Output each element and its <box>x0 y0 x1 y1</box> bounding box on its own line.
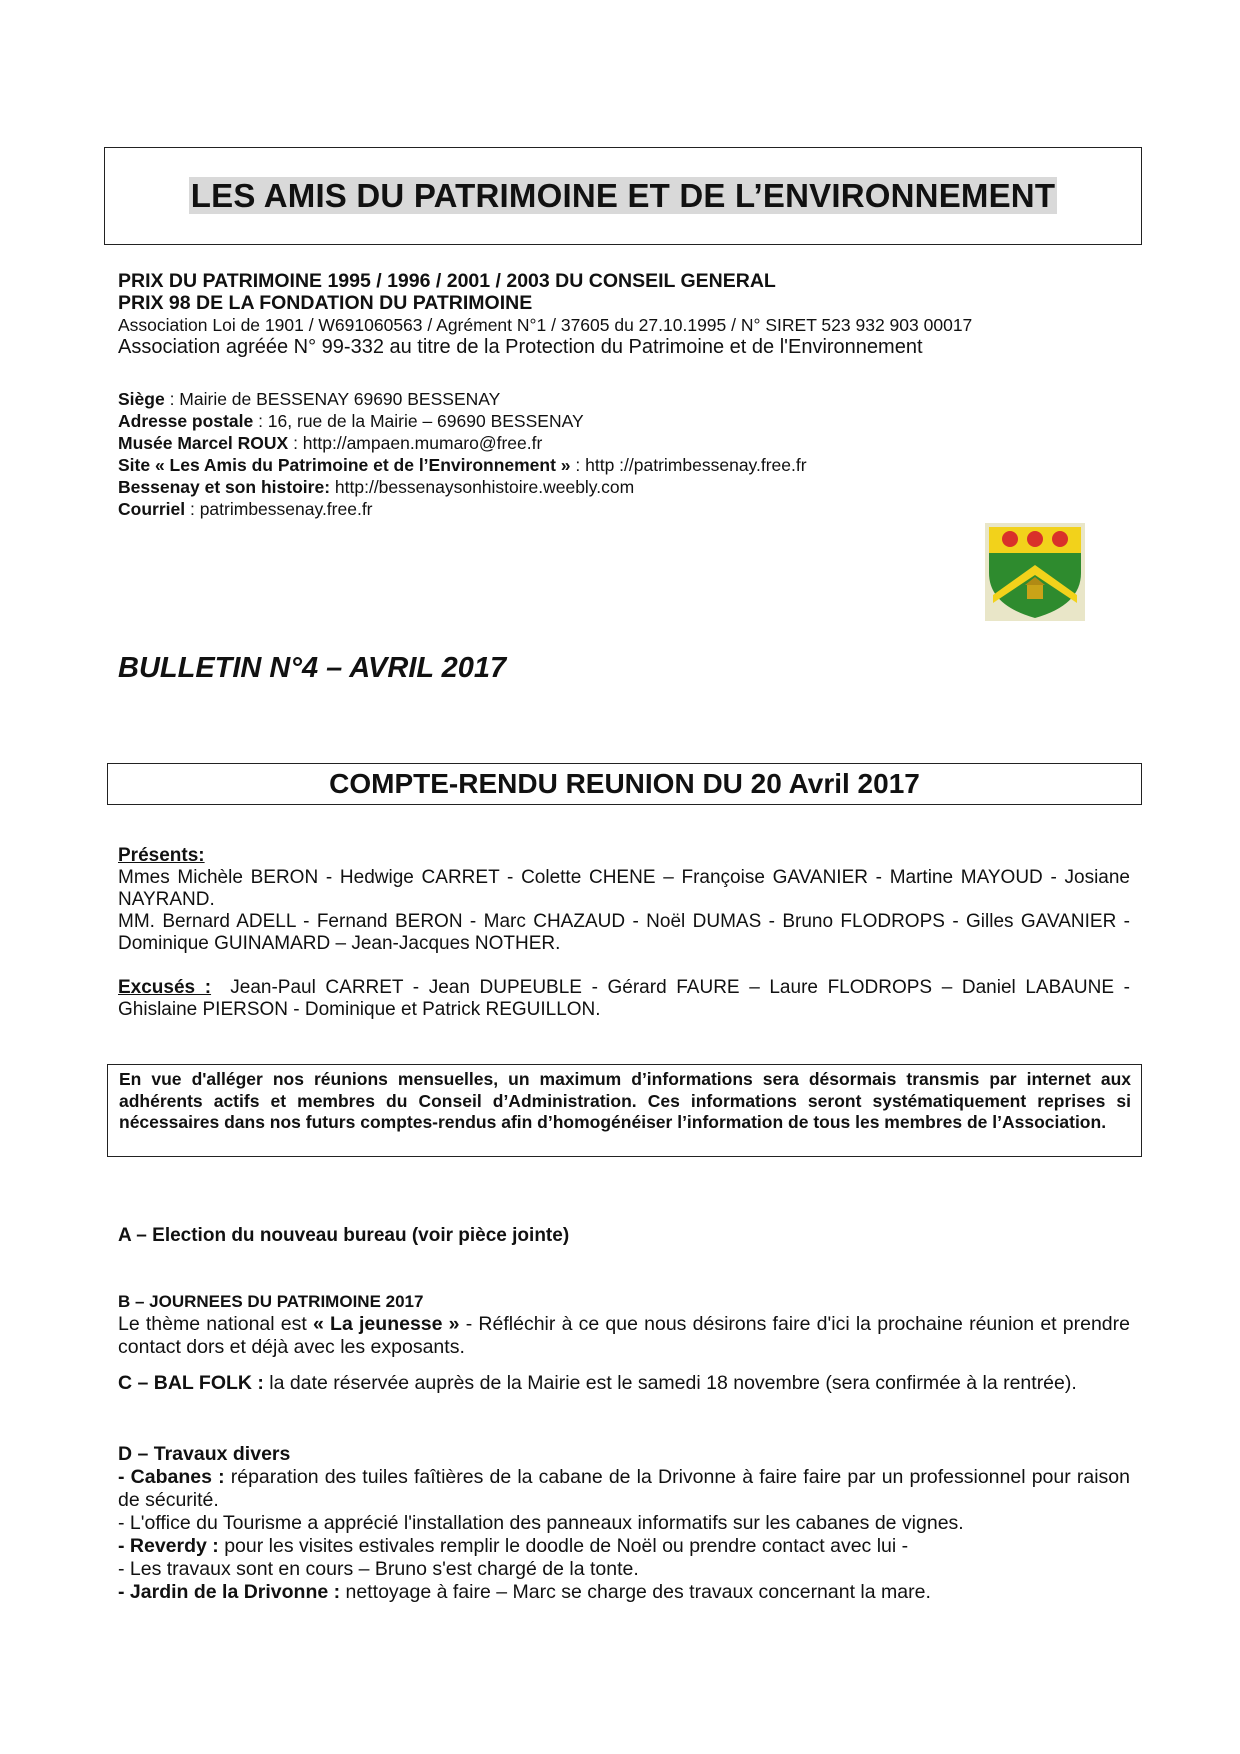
prix-2: PRIX 98 DE LA FONDATION DU PATRIMOINE <box>118 292 533 314</box>
contact-courriel: Courriel : patrimbessenay.free.fr <box>118 499 373 519</box>
document-title-wrap <box>105 177 1141 215</box>
courriel-link[interactable]: patrimbessenay.free.fr <box>199 499 373 519</box>
theme-label: « La jeunesse » <box>313 1313 460 1335</box>
section-d-title: D – Travaux divers <box>118 1443 291 1465</box>
section-c-label: C – BAL FOLK : <box>118 1372 264 1394</box>
contact-list <box>118 388 807 520</box>
document-title: LES AMIS DU PATRIMOINE ET DE L’ENVIRONNEMENT <box>190 177 1056 214</box>
presents-label: Présents: <box>118 845 205 866</box>
section-a: A – Election du nouveau bureau (voir pièce jointe) <box>118 1225 570 1246</box>
section-c: C – BAL FOLK : la date réservée auprès de la Mairie est le samedi 18 novembre (sera confirmée à la rentrée). <box>118 1372 1077 1394</box>
coat-of-arms-icon <box>985 523 1085 621</box>
site-link[interactable]: http ://patrimbessenay.free.fr <box>585 455 807 475</box>
office-line: - L'office du Tourisme a apprécié l'installation des panneaux informatifs sur les cabanes de vignes. <box>118 1512 964 1534</box>
bulletin-title: BULLETIN N°4 – AVRIL 2017 <box>118 652 507 684</box>
prix-1: PRIX DU PATRIMOINE 1995 / 1996 / 2001 / 2003 DU CONSEIL GENERAL <box>118 270 776 292</box>
contact-histoire: Bessenay et son histoire: http://bessenaysonhistoire.weebly.com <box>118 477 635 497</box>
compte-rendu-box <box>107 763 1142 805</box>
section-b: B – JOURNEES DU PATRIMOINE 2017 Le thème national est « La jeunesse » - Réfléchir à ce que nous désirons faire d'ici la prochaine réunion et prendre contact dors et déjà avec les exposants. <box>118 1292 1130 1358</box>
header-info <box>118 270 972 358</box>
compte-rendu-title: COMPTE-RENDU REUNION DU 20 Avril 2017 <box>329 768 920 799</box>
contact-site: Site « Les Amis du Patrimoine et de l’Environnement » : http ://patrimbessenay.free.fr <box>118 455 807 475</box>
excuses-label: Excusés : <box>118 977 212 998</box>
association-loi: Association Loi de 1901 / W691060563 / Agrément N°1 / 37605 du 27.10.1995 / N° SIRET 523 932 903 00017 <box>118 315 973 335</box>
section-b-title: B – JOURNEES DU PATRIMOINE 2017 <box>118 1292 424 1311</box>
notice-box: En vue d'alléger nos réunions mensuelles, un maximum d’informations sera désormais transmis par internet aux adhérents actifs et membres du Conseil d’Administration. Ces informations seront systématiquement reprises si nécessaires dans nos futurs comptes-rendus afin d’homogénéiser l’information de tous les membres de l’Association. <box>107 1064 1142 1157</box>
presents-mmes: Mmes Michèle BERON - Hedwige CARRET - Colette CHENE – Françoise GAVANIER - Martine MAYOUD - Josiane NAYRAND. <box>118 867 1130 910</box>
musee-link[interactable]: http://ampaen.mumaro@free.fr <box>302 433 543 453</box>
travaux-line: - Les travaux sont en cours – Bruno s'est chargé de la tonte. <box>118 1558 639 1580</box>
presents-section <box>118 845 1130 955</box>
contact-siege: Siège : Mairie de BESSENAY 69690 BESSENAY <box>118 389 501 409</box>
section-d: D – Travaux divers - Cabanes : réparation des tuiles faîtières de la cabane de la Drivonne à faire faire par un professionnel pour raison de sécurité. - L'office du Tourisme a apprécié l'installation des panneaux informatifs sur les cabanes de vignes. - Reverdy : pour les visites estivales remplir le doodle de Noël ou prendre contact avec lui - - Les travaux sont en cours – Bruno s'est chargé de la tonte. - Jardin de la Drivonne : nettoyage à faire – Marc se charge des travaux concernant la mare. <box>118 1443 1130 1603</box>
contact-adresse: Adresse postale : 16, rue de la Mairie – 69690 BESSENAY <box>118 411 584 431</box>
excuses-section <box>118 977 1130 1021</box>
association-agree: Association agréée N° 99-332 au titre de la Protection du Patrimoine et de l'Environnement <box>118 336 923 358</box>
contact-musee: Musée Marcel ROUX : http://ampaen.mumaro@free.fr <box>118 433 543 453</box>
presents-mm: MM. Bernard ADELL - Fernand BERON - Marc CHAZAUD - Noël DUMAS - Bruno FLODROPS - Gilles GAVANIER - Dominique GUINAMARD – Jean-Jacques NOTHER. <box>118 911 1130 954</box>
excuses-text: Jean-Paul CARRET - Jean DUPEUBLE - Gérard FAURE – Laure FLODROPS – Daniel LABAUNE - Ghislaine PIERSON - Dominique et Patrick REGUILLON. <box>118 977 1130 1020</box>
title-box <box>104 147 1142 245</box>
histoire-link[interactable]: http://bessenaysonhistoire.weebly.com <box>334 477 635 497</box>
